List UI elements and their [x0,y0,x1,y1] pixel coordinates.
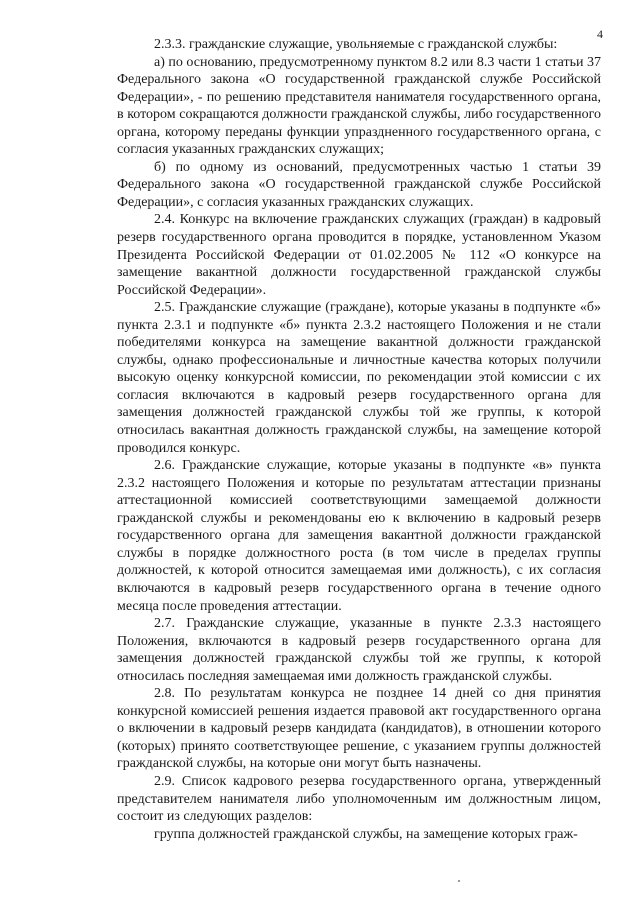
paragraph-2-3-3-a: а) по основанию, предусмотренному пунктом 8.2 или 8.3 части 1 статьи 37 Федерального закона «О государственной гражданской службе Российской Федерации», - по решению представителя нанимателя государственного органа, в котором сокращаются должности гражданской службы, либо государственного органа, которому переданы функции упраздненного государственного органа, с согласия указанных гражданских служащих; [117,54,601,158]
paragraph-2-3-3: 2.3.3. гражданские служащие, увольняемые с гражданской службы: [154,37,558,52]
paragraph-2-8: 2.8. По результатам конкурса не позднее 14 дней со дня принятия конкурсной комиссией решения издается правовой акт государственного органа о включении в кадровый резерв кандидата (кандидатов), в отношении которого (которых) принято соответствующее решение, с указанием группы должностей гражданской службы, на которые они могут быть назначены. [117,686,601,772]
paragraph-continuation: группа должностей гражданской службы, на замещение которых граж- [154,826,578,842]
scan-speck [458,880,460,882]
page-number: 4 [597,27,603,41]
document-body [117,36,601,843]
paragraph-2-9: 2.9. Список кадрового резерва государственного органа, утвержденный представителем нанимателя либо уполномоченным им должностным лицом, состоит из следующих разделов: [117,773,601,825]
paragraph-2-4: 2.4. Конкурс на включение гражданских служащих (граждан) в кадровый резерв государственного органа проводится в порядке, установленном Указом Президента Российской Федерации от 01.02.2005 № 112 «О конкурсе на замещение вакантной должности государственной гражданской службы Российской Федерации». [117,212,601,298]
paragraph-2-5: 2.5. Гражданские служащие (граждане), которые указаны в подпункте «б» пункта 2.3.1 и подпункте «б» пункта 2.3.2 настоящего Положения и не стали победителями конкурса на замещение вакантной должности гражданской службы, однако профессиональные и личностные качества которых получили высокую оценку конкурсной комиссии, по рекомендации этой комиссии с их согласия включаются в кадровый резерв государственного органа для замещения должностей гражданской службы той же группы, к которой относилась вакантная должность гражданской службы, на замещение которой проводился конкурс. [117,300,601,456]
paragraph-2-6: 2.6. Гражданские служащие, которые указаны в подпункте «в» пункта 2.3.2 настоящего Положения и которые по результатам аттестации признаны аттестационной комиссией соответствующими замещаемой должности гражданской службы и рекомендованы ею к включению в кадровый резерв государственного органа для замещения вакантной должности гражданской службы в порядке должностного роста (в том числе в пределах группы должностей, к которой относится замещаемая ими должность), с их согласия включаются в кадровый резерв государственного органа в течение одного месяца после проведения аттестации. [117,458,601,614]
paragraph-2-3-3-b: б) по одному из оснований, предусмотренных частью 1 статьи 39 Федерального закона «О государственной гражданской службе Российской Федерации», с согласия указанных гражданских служащих. [117,159,601,210]
paragraph-2-7: 2.7. Гражданские служащие, указанные в пункте 2.3.3 настоящего Положения, включаются в кадровый резерв государственного органа для замещения должностей гражданской службы той же группы, к которой относилась последняя замещаемая ими должность гражданской службы. [117,616,601,684]
